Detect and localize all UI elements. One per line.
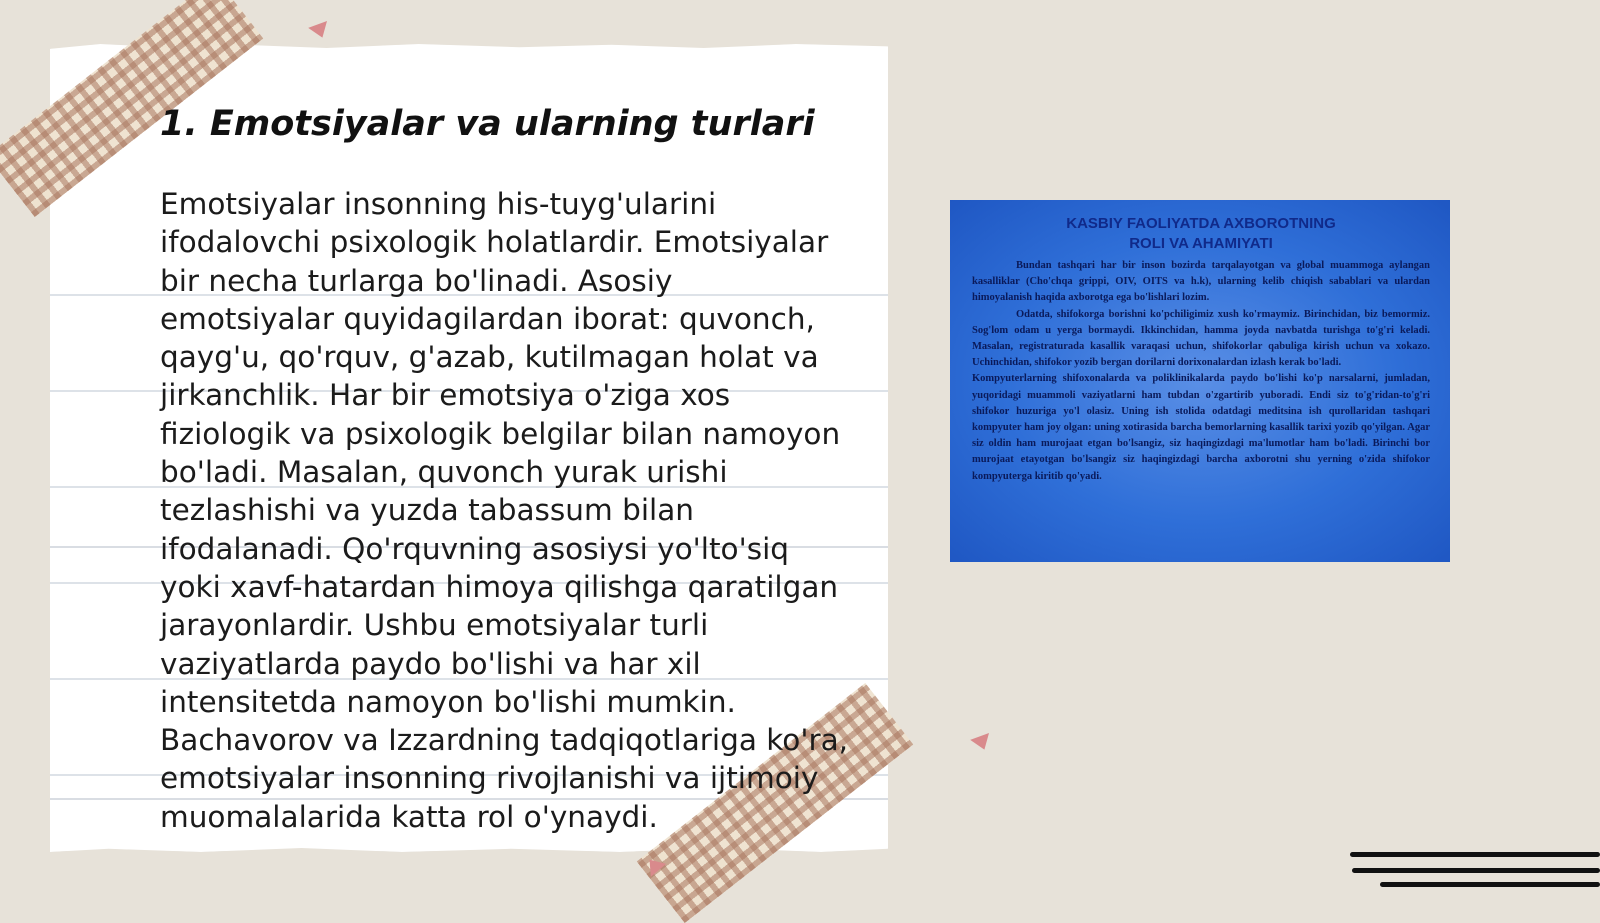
document-title-line2: ROLI VA AHAMIYATI: [1129, 235, 1273, 252]
document-paragraph-1: Bundan tashqari har bir inson bozirda tarqalayotgan va global muammoga aylangan kasalliklar (Cho'chqa grippi, OIV, OITS va h.k), ularning kelib chiqish sabablari va ulardan himoyalanish haqida axborotga ega bo'lishlari lozim.: [972, 260, 1430, 304]
tape-tab-bottom-right: [970, 733, 994, 753]
brush-stroke: [1380, 882, 1600, 887]
document-paragraph-3: Kompyuterlarning shifoxonalarda va poliklinikalarda paydo bo'lishi ko'p narsalarni, jumladan, yuqoridagi muammoli vaziyatlarni ham tubdan o'zgartirib yuboradi. Endi siz to'g'ridan-to'g'ri shifokor huzuriga yo'l olasiz. Uning ish stolida odatdagi meditsina ish qurollaridan tashqari kompyuter ham joy olgan: uning xotirasida barcha bemorlarning kasallik tarixi yozib qo'yilgan. Agar siz oldin ham murojaat etgan bo'lsangiz, siz haqingizdagi ma'lumotlar ham bo'ladi. Birinchi bor murojaat etayotgan bo'lsangiz siz haqingizdagi barcha axborotni shu yerning o'zida shifokor kompyuterga kiritib qo'yadi.: [972, 373, 1430, 482]
brush-stroke: [1352, 868, 1600, 873]
brush-stroke: [1350, 852, 1600, 857]
document-image: [950, 200, 1450, 562]
slide-title: 1. Emotsiyalar va ularning turlari: [160, 104, 815, 144]
document-title: [972, 214, 1430, 254]
tape-tab-top: [308, 21, 332, 41]
document-title-line1: KASBIY FAOLIYATDA AXBOROTNING: [1066, 215, 1336, 232]
document-paragraph-2: Odatda, shifokorga borishni ko'pchiligimiz xush ko'rmaymiz. Birinchidan, biz bemormiz. Sog'lom odam u yerga bormaydi. Ikkinchidan, hamma joyda navbatda turishga to'g'ri keladi. Masalan, registraturada kasallik varaqasi uchun, shifokorlar qabuliga kirish uchun va xokazo. Uchinchidan, shifokor yozib bergan dorilarni dorixonalardan izlash kerak bo'ladi.: [972, 308, 1430, 369]
slide-body-text: Emotsiyalar insonning his-tuyg'ularini ifodalovchi psixologik holatlardir. Emotsiyalar bir necha turlarga bo'linadi. Asosiy emotsiyalar quyidagilardan iborat: quvonch, qayg'u, qo'rquv, g'azab, kutilmagan holat va jirkanchlik. Har bir emotsiya o'ziga xos fiziologik va psixologik belgilar bilan namoyon bo'ladi. Masalan, quvonch yurak urishi tezlashishi va yuzda tabassum bilan ifodalanadi. Qo'rquvning asosiysi yo'lto'siq yoki xavf-hatardan himoya qilishga qaratilgan jarayonlardir. Ushbu emotsiyalar turli vaziyatlarda paydo bo'lishi va har xil intensitetda namoyon bo'lishi mumkin. Bachavorov va Izzardning tadqiqotlariga ko'ra, emotsiyalar insonning rivojlanishi va ijtimoiy muomalalarida katta rol o'ynaydi.: [160, 187, 849, 834]
